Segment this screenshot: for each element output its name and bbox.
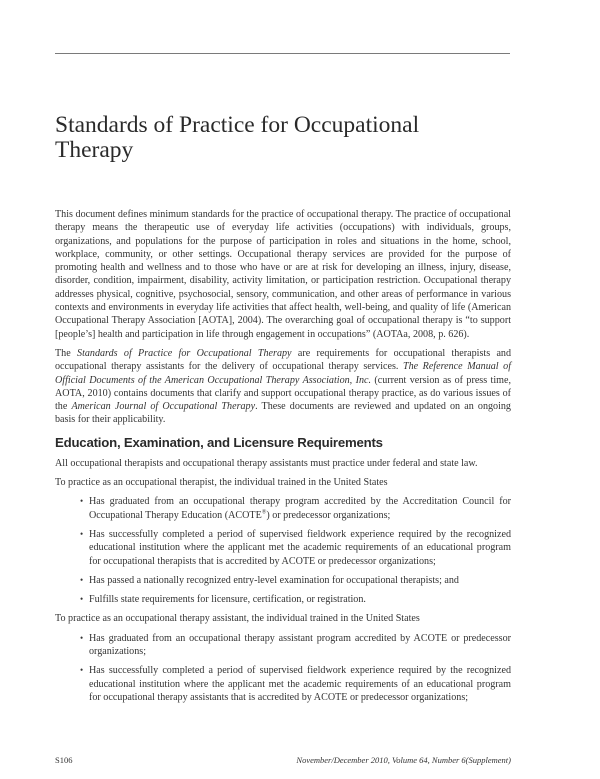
italic-title-reference-manual: The Reference Manual of Official Documents of the American Occupational Therapy Association, Inc. (55, 361, 511, 386)
issue-info: November/December 2010, Volume 64, Number 6(Supplement) (296, 755, 511, 765)
bullet-icon: • (80, 665, 84, 676)
document-body (55, 208, 511, 710)
list-item-text: Has passed a nationally recognized entry-level examination for occupational therapists; and (89, 574, 459, 586)
text-run: The (55, 347, 78, 359)
title-line-2: Therapy (55, 137, 134, 163)
registered-mark: ® (261, 509, 267, 516)
list-item (80, 664, 511, 704)
list-item-text: Has graduated from an occupational therapy assistant program accredited by ACOTE or predecessor organizations; (89, 632, 511, 658)
text-run: . These documents are reviewed and updated on an ongoing basis for their applicability. (55, 401, 511, 426)
page-title (55, 113, 515, 163)
list-item (80, 495, 511, 522)
standards-paragraph (55, 347, 511, 427)
page-number: S106 (55, 755, 73, 765)
list-item-text: Has successfully completed a period of supervised fieldwork experience required by the recognized educational institution where the applicant met the academic requirements of an educational program for occupational therapy assistants that is accredited by ACOTE or predecessor organizations; (89, 665, 511, 703)
italic-title-standards: Standards of Practice for Occupational Therapy (77, 347, 292, 359)
text-run: are requirements for occupational therapists and occupational therapy assistants for the delivery of occupational therapy services. (55, 347, 512, 373)
ota-requirements-list (55, 632, 511, 704)
ot-requirements-lead: To practice as an occupational therapist, the individual trained in the United States (55, 477, 388, 489)
ot-requirements-list (55, 495, 511, 606)
section-heading: Education, Examination, and Licensure Requirements (55, 434, 383, 450)
section-intro: All occupational therapists and occupational therapy assistants must practice under federal and state law. (55, 457, 478, 469)
text-run: (current version as of press time, AOTA, 2010) contains documents that clarify and support occupational therapy practice, as do various issues of the (55, 374, 512, 413)
header-rule (55, 53, 510, 54)
list-item (80, 632, 511, 659)
bullet-icon: • (80, 574, 84, 585)
bullet-icon: • (80, 594, 84, 605)
intro-paragraph: This document defines minimum standards for the practice of occupational therapy. The practice of occupational therapy means the therapeutic use of everyday life activities (occupations) with individuals, groups, organizations, and populations for the purpose of participation in roles and situations in the home, school, workplace, community, or other settings. Occupational therapy services are provided for the purpose of promoting health and wellness and to those who have or are at risk for developing an illness, injury, disease, disorder, condition, impairment, disability, activity limitation, or participation restriction. Occupational therapy addresses physical, cognitive, psychosocial, sensory, communication, and other areas of performance in various contexts and environments in everyday life activities that affect health, well-being, and quality of life (American Occupational Therapy Association [AOTA], 2004). The overarching goal of occupational therapy is “to support [people’s] health and participation in life through engagement in occupations” (AOTAa, 2008, p. 626). (55, 209, 511, 340)
italic-title-journal: American Journal of Occupational Therapy (71, 401, 256, 413)
bullet-icon: • (80, 632, 84, 643)
list-item-text: Has graduated from an occupational therapy program accredited by the Accreditation Council for Occupational Therapy Education (ACOTE (89, 496, 511, 521)
ota-requirements-lead: To practice as an occupational therapy assistant, the individual trained in the United States (55, 613, 420, 625)
list-item-text: ) or predecessor organizations; (266, 509, 391, 521)
list-item (80, 574, 511, 587)
bullet-icon: • (80, 496, 84, 507)
list-item-text: Has successfully completed a period of supervised fieldwork experience required by the recognized educational institution where the applicant met the academic requirements of an educational program for occupational therapists that is accredited by ACOTE or predecessor organizations; (89, 528, 511, 567)
list-item (80, 528, 511, 568)
list-item-text: Fulfills state requirements for licensure, certification, or registration. (89, 594, 366, 606)
bullet-icon: • (80, 528, 84, 539)
title-line-1: Standards of Practice for Occupational (55, 112, 420, 138)
list-item (80, 593, 511, 606)
